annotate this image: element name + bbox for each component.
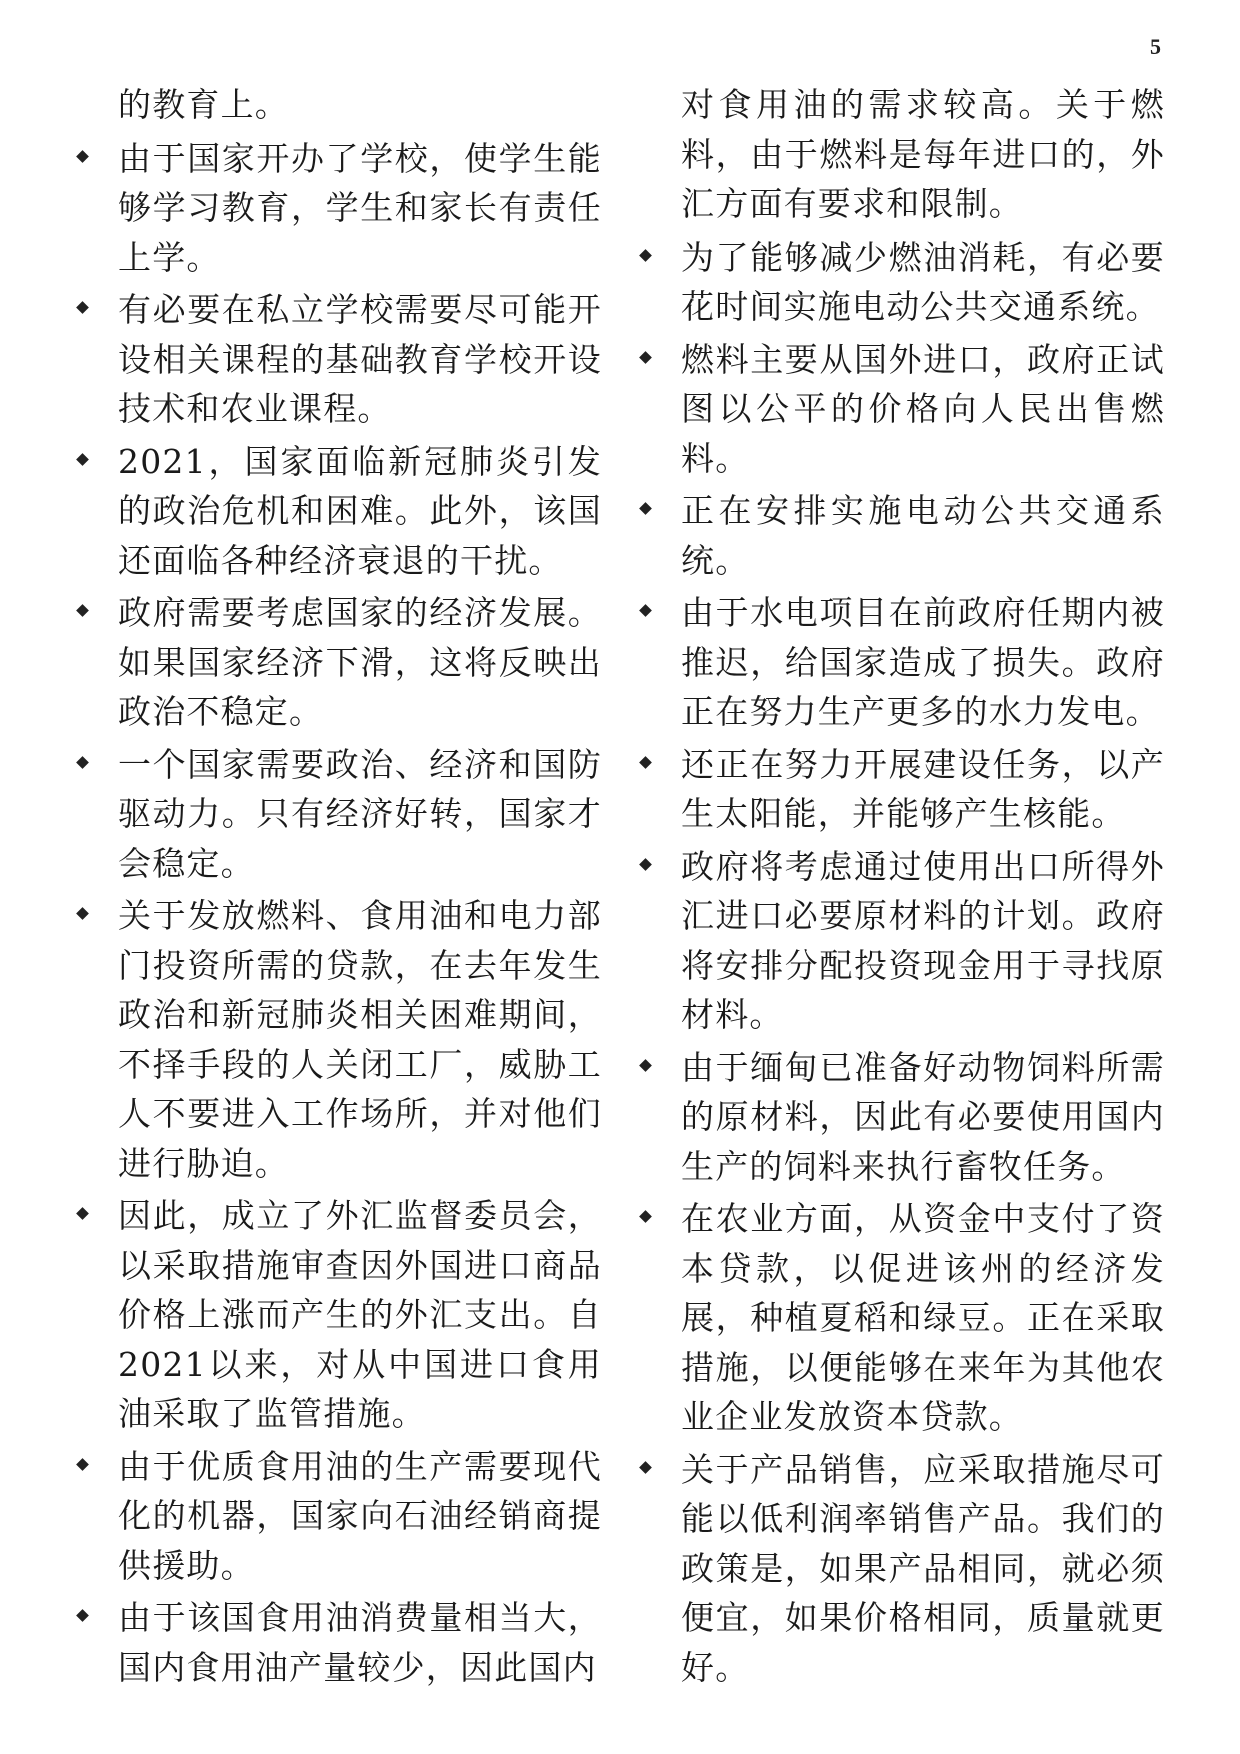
diamond-bullet-icon [639,604,652,617]
right-column [681,80,1165,1695]
bullet-text: 由于国家开办了学校，使学生能够学习教育，学生和家长有责任上学。 [118,138,602,277]
bullet-item [118,740,602,889]
paragraph-text: 对食用油的需求较高。关于燃料，由于燃料是每年进口的，外汇方面有要求和限制。 [681,85,1165,223]
bullet-item [681,233,1165,332]
diamond-bullet-icon [76,1458,89,1471]
bullet-text: 关于产品销售，应采取措施尽可能以低利润率销售产品。我们的政策是，如果产品相同，就必须便宜，如果价格相同，质量就更好。 [681,1449,1165,1687]
bullet-item [681,1445,1165,1693]
bullet-item [118,1191,602,1439]
paragraph-text: 的教育上。 [118,85,289,124]
bullet-item [681,588,1165,737]
bullet-text: 由于水电项目在前政府任期内被推迟，给国家造成了损失。政府正在努力生产更多的水力发电。 [681,593,1165,731]
bullet-text: 为了能够减少燃油消耗，有必要花时间实施电动公共交通系统。 [681,237,1165,326]
diamond-bullet-icon [76,907,89,920]
bullet-text: 燃料主要从国外进口，政府正试图以公平的价格向人民出售燃料。 [681,339,1165,478]
bullet-item [118,588,602,737]
diamond-bullet-icon [76,150,89,163]
bullet-text: 政府将考虑通过使用出口所得外汇进口必要原材料的计划。政府将安排分配投资现金用于寻找原材料。 [681,846,1165,1034]
bullet-text: 因此，成立了外汇监督委员会，以采取措施审查因外国进口商品价格上涨而产生的外汇支出。自2021以来，对从中国进口食用油采取了监管措施。 [118,1196,602,1433]
left-column [118,80,602,1695]
diamond-bullet-icon [639,502,652,515]
bullet-text: 有必要在私立学校需要尽可能开设相关课程的基础教育学校开设技术和农业课程。 [118,290,602,428]
bullet-text: 正在安排实施电动公共交通系统。 [681,491,1165,580]
bullet-item [681,486,1165,585]
bullet-item [681,740,1165,839]
bullet-item [681,842,1165,1040]
bullet-item [681,1043,1165,1192]
bullet-item [681,1194,1165,1442]
diamond-bullet-icon [639,1059,652,1072]
continuation-paragraph [118,80,602,130]
bullet-item [681,335,1165,484]
diamond-bullet-icon [639,351,652,364]
bullet-text: 一个国家需要政治、经济和国防驱动力。只有经济好转，国家才会稳定。 [118,744,602,883]
diamond-bullet-icon [639,858,652,871]
diamond-bullet-icon [76,756,89,769]
bullet-text: 还正在努力开展建设任务，以产生太阳能，并能够产生核能。 [681,744,1165,833]
bullet-text: 由于该国食用油消费量相当大，国内食用油产量较少，因此国内 [118,1598,602,1687]
bullet-item [118,437,602,586]
bullet-item [118,285,602,434]
bullet-text: 由于优质食用油的生产需要现代化的机器，国家向石油经销商提供援助。 [118,1446,602,1585]
diamond-bullet-icon [76,453,89,466]
diamond-bullet-icon [76,301,89,314]
bullet-text: 在农业方面，从资金中支付了资本贷款，以促进该州的经济发展，种植夏稻和绿豆。正在采取措施，以便能够在来年为其他农业企业发放资本贷款。 [681,1199,1165,1436]
bullet-text: 政府需要考虑国家的经济发展。如果国家经济下滑，这将反映出政治不稳定。 [118,593,602,731]
diamond-bullet-icon [76,1609,89,1622]
diamond-bullet-icon [639,249,652,262]
page-number: 5 [1150,34,1161,59]
diamond-bullet-icon [639,1210,652,1223]
bullet-text: 由于缅甸已准备好动物饲料所需的原材料，因此有必要使用国内生产的饲料来执行畜牧任务。 [681,1047,1165,1186]
bullet-item [118,1442,602,1591]
bullet-text: 2021，国家面临新冠肺炎引发的政治危机和困难。此外，该国还面临各种经济衰退的干扰。 [118,441,602,580]
diamond-bullet-icon [76,604,89,617]
diamond-bullet-icon [639,1461,652,1474]
bullet-item [118,1593,602,1692]
bullet-item [118,134,602,283]
continuation-paragraph [681,80,1165,229]
diamond-bullet-icon [76,1207,89,1220]
bullet-item [118,891,602,1188]
bullet-text: 关于发放燃料、食用油和电力部门投资所需的贷款，在去年发生政治和新冠肺炎相关困难期间，不择手段的人关闭工厂，威胁工人不要进入工作场所，并对他们进行胁迫。 [118,896,602,1183]
diamond-bullet-icon [639,756,652,769]
